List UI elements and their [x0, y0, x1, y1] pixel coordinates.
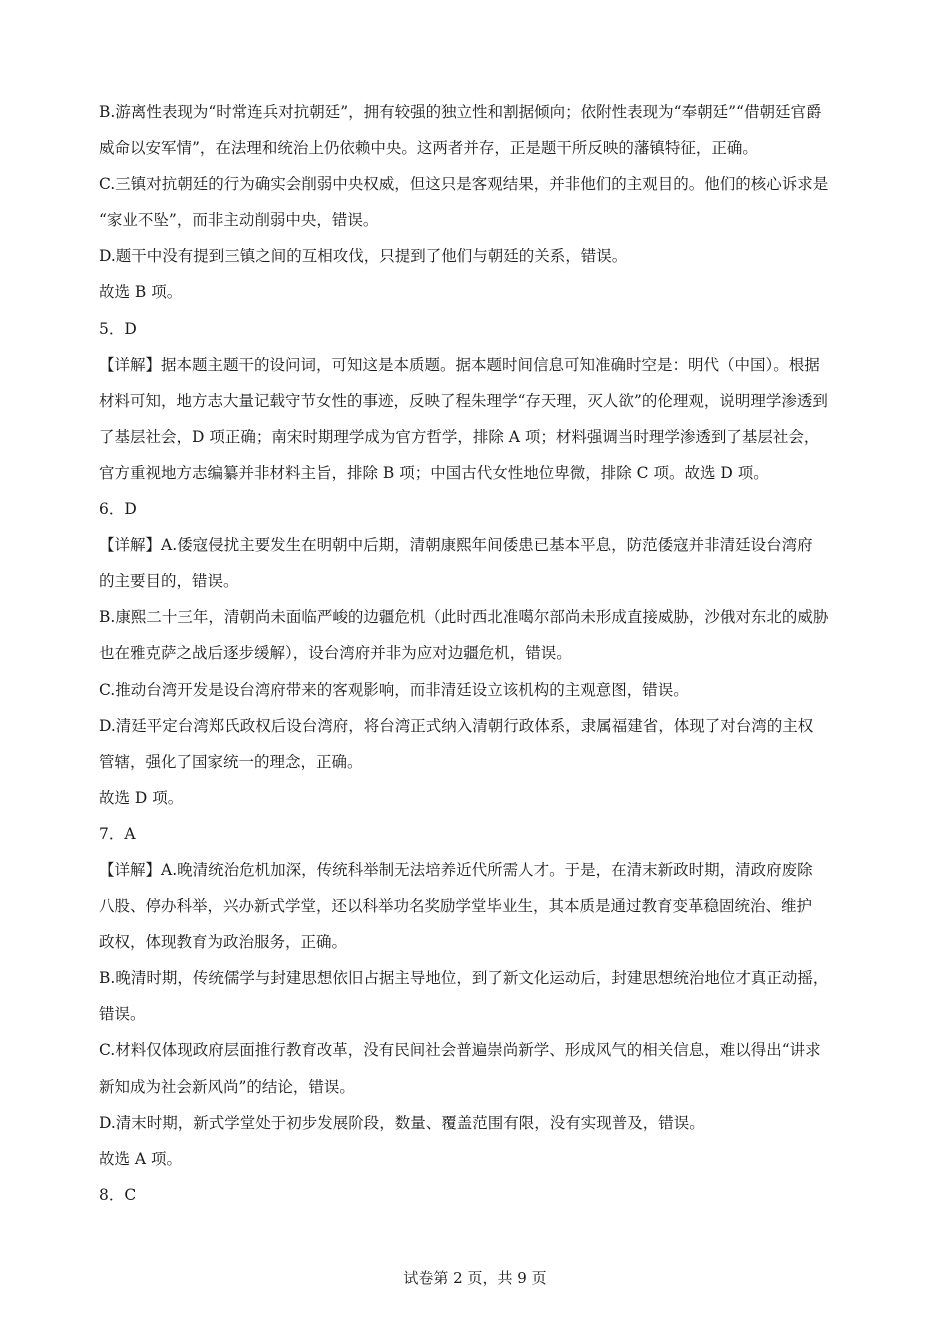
text-line: 威命以安军情”，在法理和统治上仍依赖中央。这两者并存，正是题干所反映的藩镇特征，正确。 [99, 139, 758, 158]
text-line: 故选 B 项。 [99, 283, 183, 302]
question-answer: 8．C [99, 1185, 137, 1204]
question-answer: 7．A [99, 824, 136, 843]
text-line: 故选 A 项。 [99, 1149, 183, 1168]
text-line: 了基层社会，D 项正确；南宋时期理学成为官方哲学，排除 A 项；材料强调当时理学渗透到了基层社会， [99, 427, 820, 446]
text-line: B.康熙二十三年，清朝尚未面临严峻的边疆危机（此时西北准噶尔部尚未形成直接威胁，沙俄对东北的威胁 [99, 608, 829, 627]
text-line: 的主要目的，错误。 [99, 572, 239, 591]
text-line: B.晚清时期，传统儒学与封建思想依旧占据主导地位，到了新文化运动后，封建思想统治地位才真正动摇， [99, 969, 829, 988]
text-line: 故选 D 项。 [99, 788, 184, 807]
text-line: D.清廷平定台湾郑氏政权后设台湾府，将台湾正式纳入清朝行政体系，隶属福建省，体现了对台湾的主权 [99, 716, 814, 735]
text-line: 【详解】A.晚清统治危机加深，传统科举制无法培养近代所需人才。于是，在清末新政时期，清政府废除 [99, 860, 813, 879]
text-line: B.游离性表现为“时常连兵对抗朝廷”，拥有较强的独立性和割据倾向；依附性表现为“奉朝廷”“借朝廷官爵 [99, 103, 822, 121]
text-line: 政权，体现教育为政治服务，正确。 [99, 933, 348, 952]
text-line: 管辖，强化了国家统一的理念，正确。 [99, 752, 363, 771]
text-line: 新知成为社会新风尚”的结论，错误。 [99, 1077, 355, 1096]
text-line: 八股、停办科举，兴办新式学堂，还以科举功名奖励学堂毕业生，其本质是通过教育变革稳固统治、维护 [99, 897, 813, 916]
text-line: C.三镇对抗朝廷的行为确实会削弱中央权威，但这只是客观结果，并非他们的主观目的。他们的核心诉求是 [99, 175, 829, 194]
question-answer: 6．D [99, 500, 137, 519]
text-line: 错误。 [99, 1005, 146, 1024]
text-line: C.推动台湾开发是设台湾府带来的客观影响，而非清廷设立该机构的主观意图，错误。 [99, 680, 689, 699]
text-line: 官方重视地方志编纂并非材料主旨，排除 B 项；中国古代女性地位卑微，排除 C 项。故选 D 项。 [99, 463, 769, 482]
page-footer: 试卷第 2 页，共 9 页 [403, 1269, 547, 1287]
text-line: D.清末时期，新式学堂处于初步发展阶段，数量、覆盖范围有限，没有实现普及，错误。 [99, 1113, 705, 1132]
text-line: D.题干中没有提到三镇之间的互相攻伐，只提到了他们与朝廷的关系，错误。 [99, 247, 628, 266]
text-line: C.材料仅体现政府层面推行教育改革，没有民间社会普遍崇尚新学、形成风气的相关信息，难以得出“讲求 [99, 1041, 821, 1060]
text-line: 也在雅克萨之战后逐步缓解），设台湾府并非为应对边疆危机，错误。 [99, 644, 572, 663]
page-body [99, 94, 869, 1213]
question-answer: 5．D [99, 319, 137, 338]
text-line: “家业不坠”，而非主动削弱中央，错误。 [99, 211, 379, 230]
text-line: 【详解】据本题主题干的设问词，可知这是本质题。据本题时间信息可知准确时空是：明代（中国）。根据 [99, 355, 820, 374]
text-line: 【详解】A.倭寇侵扰主要发生在明朝中后期，清朝康熙年间倭患已基本平息，防范倭寇并非清廷设台湾府 [99, 536, 813, 555]
text-line: 材料可知，地方志大量记载守节女性的事迹，反映了程朱理学“存天理，灭人欲”的伦理观，说明理学渗透到 [99, 391, 828, 410]
